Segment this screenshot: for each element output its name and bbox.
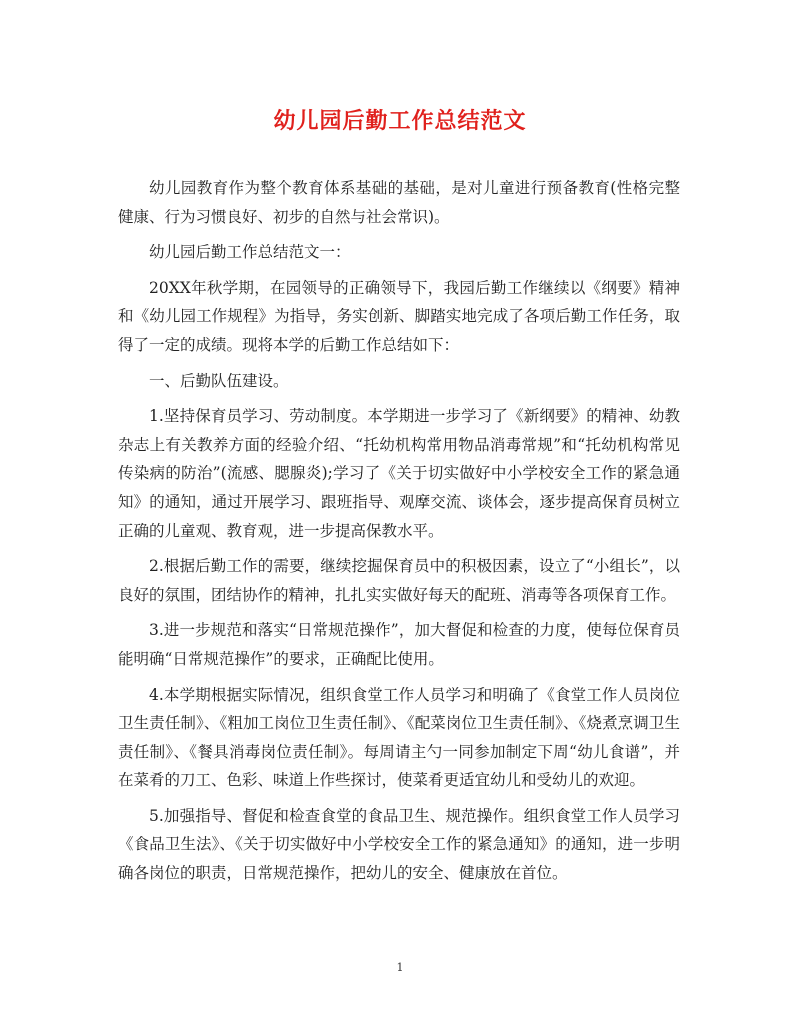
paragraph-item-2: 2.根据后勤工作的需要，继续挖掘保育员中的积极因素，设立了“小组长”，以良好的氛围，团结协作的精神，扎扎实实做好每天的配班、消毒等各项保育工作。 — [118, 557, 680, 604]
document-title: 幼儿园后勤工作总结范文 — [273, 108, 527, 134]
paragraph-overview: 20XX年秋学期，在园领导的正确领导下，我园后勤工作继续以《纲要》精神和《幼儿园工作规程》为指导，务实创新、脚踏实地完成了各项后勤工作任务，取得了一定的成绩。现将本学的后勤工作总结如下： — [118, 278, 680, 354]
paragraph-item-3: 3.进一步规范和落实“日常规范操作”，加大督促和检查的力度，使每位保育员能明确“日常规范操作”的要求，正确配比使用。 — [118, 621, 680, 668]
paragraph-heading-sample-one: 幼儿园后勤工作总结范文一： — [149, 243, 351, 262]
page-number: 1 — [396, 961, 404, 974]
document-body — [118, 174, 680, 895]
paragraph-item-1: 1.坚持保育员学习、劳动制度。本学期进一步学习了《新纲要》的精神、幼教杂志上有关教养方面的经验介绍、“托幼机构常用物品消毒常规”和“托幼机构常见传染病的防治”(流感、腮腺炎);学习了《关于切实做好中小学校安全工作的紧急通知》的通知，通过开展学习、跟班指导、观摩交流、谈体会，逐步提高保育员树立正确的儿童观、教育观，进一步提高保教水平。 — [118, 407, 680, 540]
paragraph-item-4: 4.本学期根据实际情况，组织食堂工作人员学习和明确了《食堂工作人员岗位卫生责任制》、《粗加工岗位卫生责任制》、《配菜岗位卫生责任制》、《烧煮烹调卫生责任制》、《餐具消毒岗位责任制》。每周请主勺一同参加制定下周“幼儿食谱”，并在菜肴的刀工、色彩、味道上作些探讨，使菜肴更适宜幼儿和受幼儿的欢迎。 — [118, 685, 680, 790]
paragraph-intro: 幼儿园教育作为整个教育体系基础的基础，是对儿童进行预备教育(性格完整健康、行为习惯良好、初步的自然与社会常识)。 — [118, 179, 680, 226]
paragraph-item-5: 5.加强指导、督促和检查食堂的食品卫生、规范操作。组织食堂工作人员学习《食品卫生法》、《关于切实做好中小学校安全工作的紧急通知》的通知，进一步明确各岗位的职责，日常规范操作，把幼儿的安全、健康放在首位。 — [118, 806, 680, 883]
paragraph-section-heading: 一、后勤队伍建设。 — [149, 371, 289, 390]
